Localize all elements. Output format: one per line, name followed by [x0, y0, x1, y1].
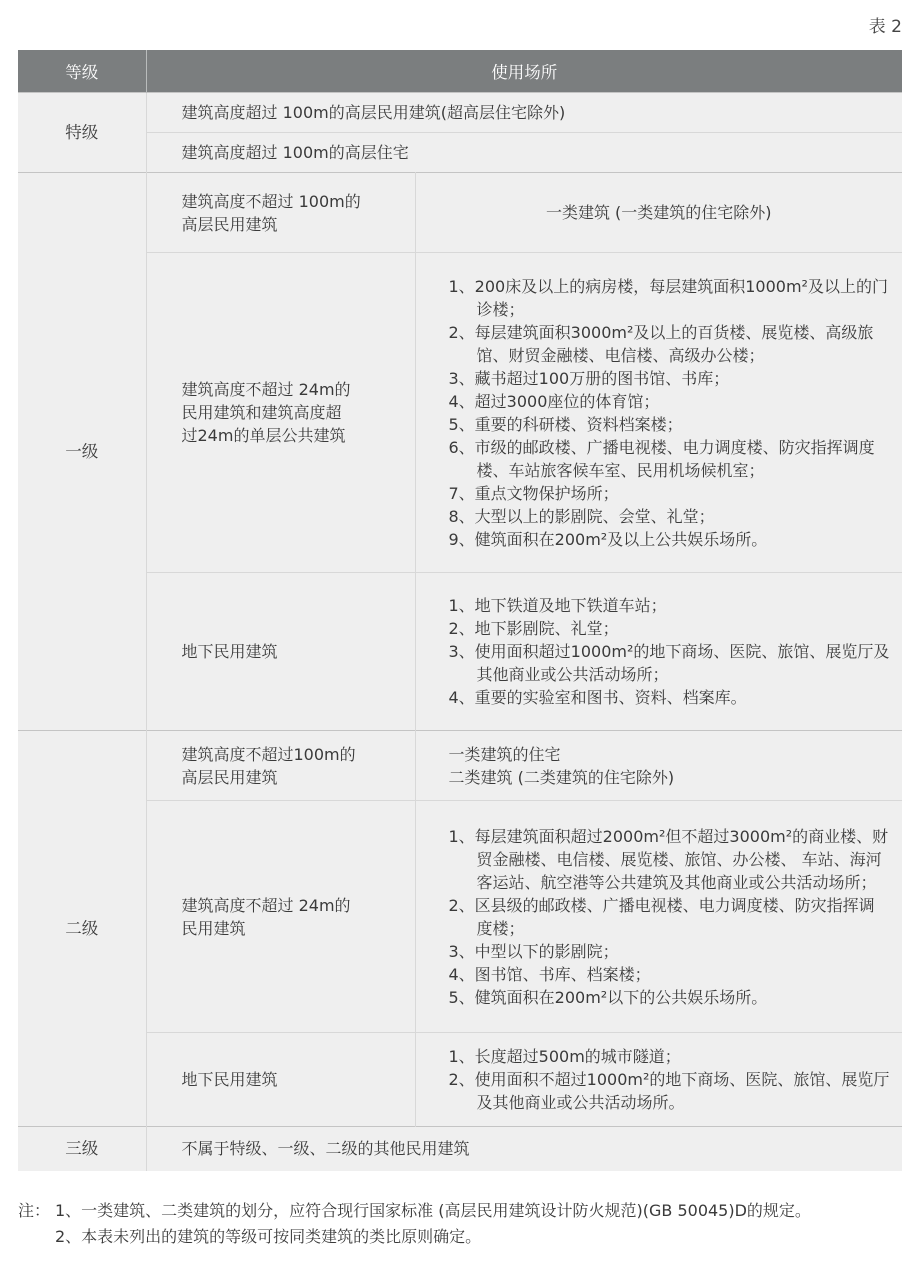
usage-item: 2、地下影剧院、礼堂；	[448, 619, 619, 638]
table-row	[18, 731, 902, 801]
type-line: 高层民用建筑	[181, 214, 278, 234]
type-line: 建筑高度不超过 24m的	[181, 895, 351, 915]
usage-item: 2、区县级的邮政楼、广播电视楼、电力调度楼、防灾指挥调度楼；	[448, 895, 875, 938]
note-line	[18, 1198, 908, 1224]
usage-item: 9、健筑面积在200m²及以上公共娱乐场所。	[448, 529, 768, 549]
usage-item: 1、地下铁道及地下铁道车站；	[448, 596, 667, 615]
fire-grade-table	[18, 50, 902, 1171]
usage-cell	[415, 801, 902, 1033]
usage-item: 3、使用面积超过1000m²的地下商场、医院、旅馆、展览厅及其他商业或公共活动场所；	[448, 642, 890, 684]
usage-item: 2、使用面积不超过1000m²的地下商场、医院、旅馆、展览厅及其他商业或公共活动场所。	[448, 1070, 890, 1112]
special-row-2: 建筑高度超过 100m的高层住宅	[146, 133, 902, 173]
usage-cell	[415, 731, 902, 801]
usage-item: 一类建筑的住宅	[448, 744, 561, 764]
usage-item: 5、重要的科研楼、资料档案楼；	[448, 414, 683, 434]
usage-item: 4、超过3000座位的体育馆；	[448, 391, 660, 411]
usage-cell	[415, 253, 902, 573]
table-header-row	[18, 50, 902, 93]
type-line: 建筑高度不超过 24m的	[181, 380, 351, 399]
type-line: 民用建筑	[181, 918, 246, 938]
note-line	[18, 1224, 908, 1250]
usage-item: 8、大型以上的影剧院、会堂、礼堂；	[448, 506, 715, 526]
grade-level-3: 三级	[18, 1127, 146, 1171]
special-row-1: 建筑高度超过 100m的高层民用建筑(超高层住宅除外)	[146, 93, 902, 133]
header-usage: 使用场所	[146, 50, 902, 93]
table-row	[18, 1033, 902, 1127]
header-grade: 等级	[18, 50, 146, 93]
usage-item: 4、图书馆、书库、档案楼；	[448, 964, 651, 984]
usage-cell	[415, 173, 902, 253]
note-prefix: 注：	[18, 1201, 51, 1220]
usage-item: 1、长度超过500m的城市隧道；	[448, 1047, 681, 1066]
table-row	[18, 801, 902, 1033]
type-line: 地下民用建筑	[181, 1070, 278, 1089]
grade-level-2: 二级	[18, 731, 146, 1127]
table-row	[18, 173, 902, 253]
usage-cell	[415, 1033, 902, 1127]
type-line: 过24m的单层公共建筑	[181, 426, 346, 445]
building-type-cell	[146, 173, 415, 253]
table-row	[18, 1127, 902, 1171]
usage-item: 二类建筑 (二类建筑的住宅除外)	[448, 767, 675, 787]
table-row	[18, 133, 902, 173]
type-line: 民用建筑和建筑高度超	[181, 403, 342, 422]
grade-level-1: 一级	[18, 173, 146, 731]
usage-item: 7、重点文物保护场所；	[448, 483, 619, 503]
note-prefix-spacer	[18, 1224, 55, 1250]
building-type-cell	[146, 253, 415, 573]
table-number-label: 表 2	[868, 17, 902, 37]
table-row	[18, 573, 902, 731]
usage-item: 3、中型以下的影剧院；	[448, 941, 619, 961]
table-notes	[18, 1198, 908, 1250]
building-type-cell	[146, 731, 415, 801]
type-line: 地下民用建筑	[181, 642, 278, 661]
usage-item: 4、重要的实验室和图书、资料、档案库。	[448, 688, 747, 707]
type-line: 建筑高度不超过100m的	[181, 744, 356, 764]
building-type-cell	[146, 573, 415, 731]
usage-item: 2、每层建筑面积3000m²及以上的百货楼、展览楼、高级旅馆、财贸金融楼、电信楼、高级办公楼；	[448, 322, 874, 365]
usage-cell	[415, 573, 902, 731]
note-text: 2、本表未列出的建筑的等级可按同类建筑的类比原则确定。	[55, 1227, 482, 1246]
grade-special: 特级	[18, 93, 146, 173]
table-row	[18, 93, 902, 133]
usage-item: 一类建筑 (一类建筑的住宅除外)	[545, 203, 772, 222]
type-line: 高层民用建筑	[181, 767, 278, 787]
usage-item: 6、市级的邮政楼、广播电视楼、电力调度楼、防灾指挥调度楼、车站旅客候车室、民用机场候机室；	[448, 437, 875, 480]
usage-item: 5、健筑面积在200m²以下的公共娱乐场所。	[448, 987, 768, 1007]
building-type-cell	[146, 1033, 415, 1127]
level-3-text: 不属于特级、一级、二级的其他民用建筑	[146, 1127, 902, 1171]
usage-item: 1、200床及以上的病房楼，每层建筑面积1000m²及以上的门诊楼；	[448, 276, 888, 319]
building-type-cell	[146, 801, 415, 1033]
note-text: 1、一类建筑、二类建筑的划分，应符合现行国家标准 (高层民用建筑设计防火规范)(GB 50045)D的规定。	[55, 1201, 811, 1220]
usage-item: 1、每层建筑面积超过2000m²但不超过3000m²的商业楼、财贸金融楼、电信楼、展览楼、旅馆、办公楼、 车站、海河客运站、航空港等公共建筑及其他商业或公共活动场所；	[448, 826, 889, 892]
usage-item: 3、藏书超过100万册的图书馆、书库；	[448, 368, 730, 388]
type-line: 建筑高度不超过 100m的	[181, 191, 361, 211]
table-row	[18, 253, 902, 573]
